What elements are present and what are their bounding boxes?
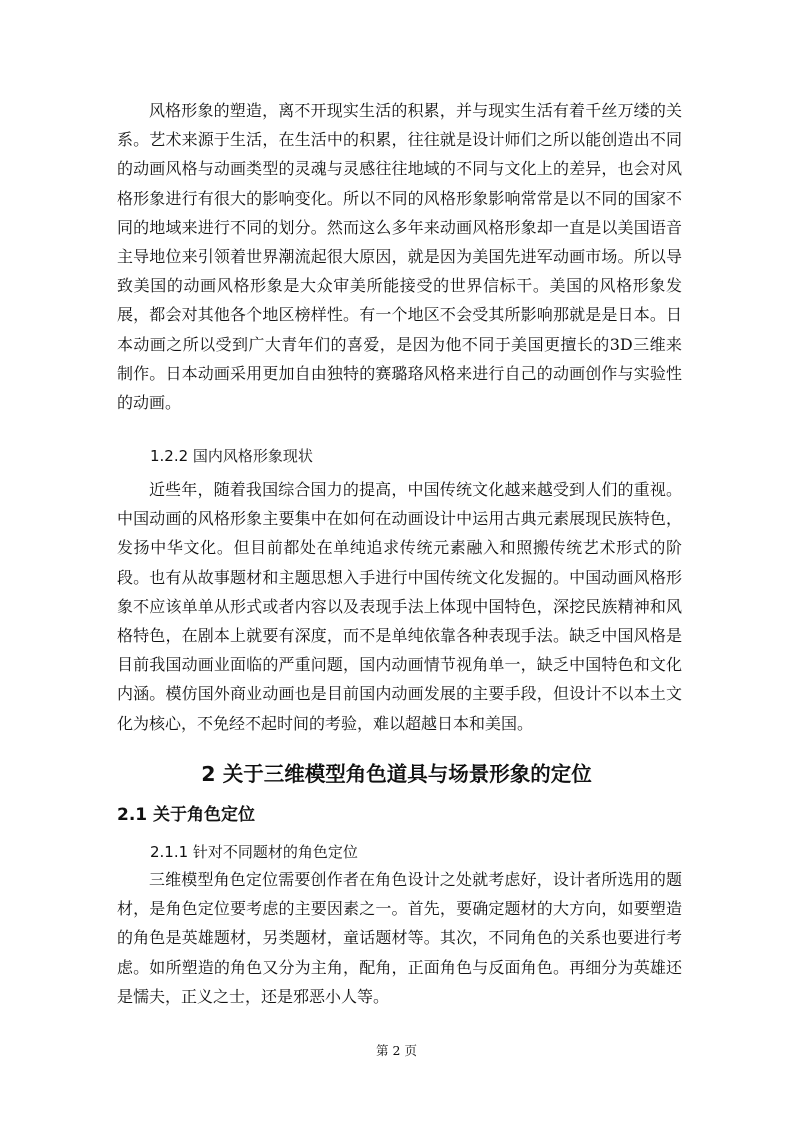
page-number: 第 2 页 (376, 1043, 417, 1058)
body-paragraph-1: 风格形象的塑造，离不开现实生活的积累，并与现实生活有着千丝万缕的关系。艺术来源于生活，在生活中的积累，往往就是设计师们之所以能创造出不同的动画风格与动画类型的灵魂与灵感往往地域的不同与文化上的差异，也会对风格形象进行有很大的影响变化。所以不同的风格形象影响常常是以不同的国家不同的地域来进行不同的划分。然而这么多年来动画风格形象却一直是以美国语音主导地位来引领着世界潮流起很大原因，就是因为美国先进军动画市场。所以导致美国的动画风格形象是大众审美所能接受的世界信标干。美国的风格形象发展，都会对其他各个地区榜样性。有一个地区不会受其所影响那就是是日本。日本动画之所以受到广大青年们的喜爱，是因为他不同于美国更擅长的3D三维来制作。日本动画采用更加自由独特的赛璐珞风格来进行自己的动画创作与实验性的动画。 (117, 101, 682, 413)
subsection-heading-2-1-1: 2.1.1 针对不同题材的角色定位 (150, 843, 358, 861)
subsection-heading-1-2-2: 1.2.2 国内风格形象现状 (150, 447, 313, 465)
body-paragraph-2: 近些年，随着我国综合国力的提高，中国传统文化越来越受到人们的重视。中国动画的风格形象主要集中在如何在动画设计中运用古典元素展现民族特色，发扬中华文化。但目前都处在单纯追求传统元素融入和照搬传统艺术形式的阶段。也有从故事题材和主题思想入手进行中国传统文化发掘的。中国动画风格形象不应该单单从形式或者内容以及表现手法上体现中国特色，深挖民族精神和风格特色，在剧本上就要有深度，而不是单纯依靠各种表现手法。缺乏中国风格是目前我国动画业面临的严重问题，国内动画情节视角单一，缺乏中国特色和文化内涵。模仿国外商业动画也是目前国内动画发展的主要手段，但设计不以本土文化为核心，不免经不起时间的考验，难以超越日本和美国。 (117, 480, 682, 733)
chapter-heading-2: 2 关于三维模型角色道具与场景形象的定位 (201, 762, 592, 786)
section-heading-2-1: 2.1 关于角色定位 (117, 805, 256, 825)
body-paragraph-3: 三维模型角色定位需要创作者在角色设计之处就考虑好，设计者所选用的题材，是角色定位要考虑的主要因素之一。首先，要确定题材的大方向，如要塑造的角色是英雄题材，另类题材，童话题材等。其次，不同角色的关系也要进行考虑。如所塑造的角色又分为主角，配角，正面角色与反面角色。再细分为英雄还是懦夫，正义之士，还是邪恶小人等。 (117, 870, 682, 1006)
